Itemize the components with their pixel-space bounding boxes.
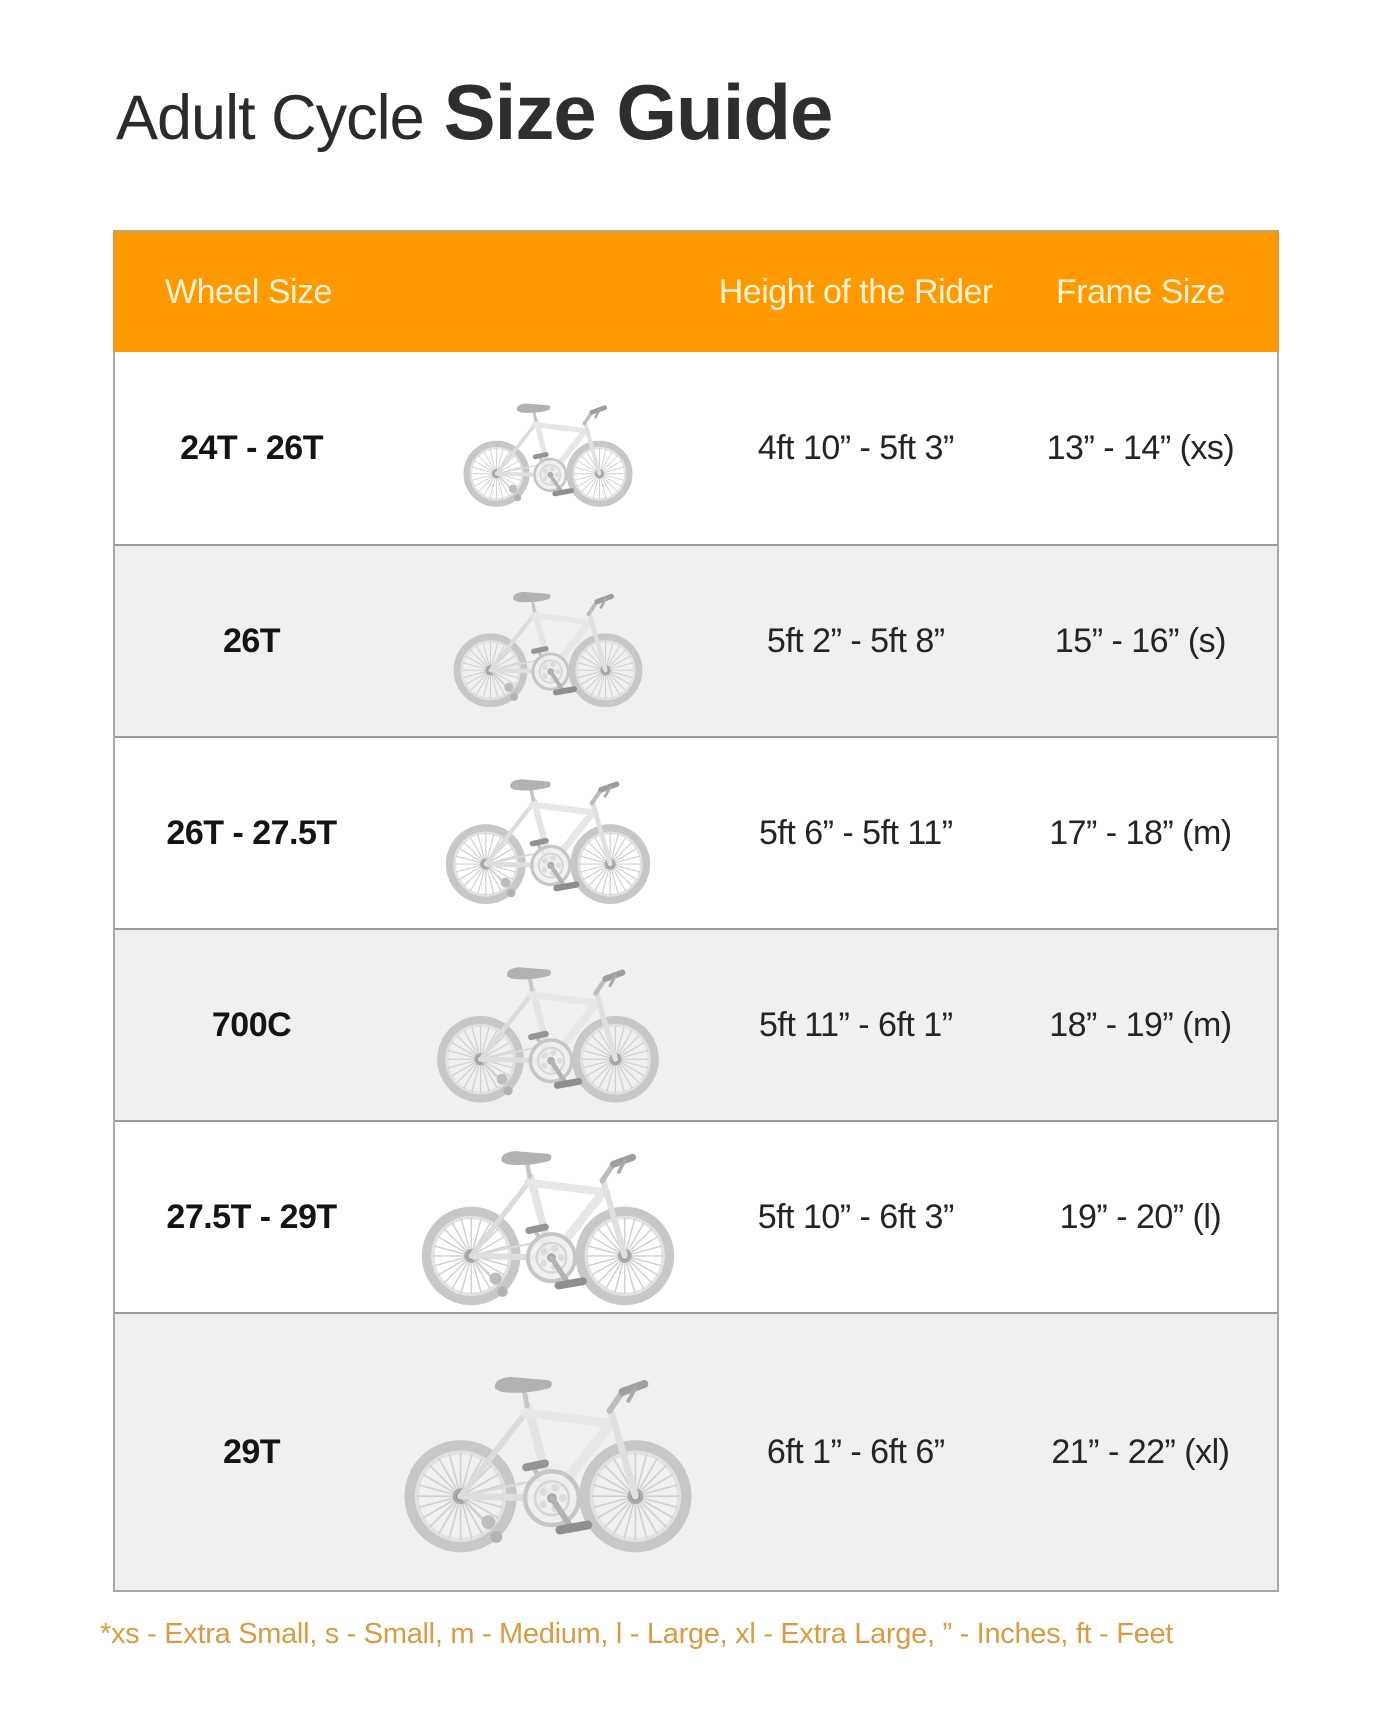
header-wheel-size: Wheel Size: [165, 272, 332, 311]
rider-height-cell: 5ft 11” - 6ft 1”: [758, 1005, 953, 1044]
rider-height-cell: 5ft 10” - 6ft 3”: [757, 1197, 954, 1236]
title-emphasis: Size Guide: [443, 68, 833, 157]
wheel-size-cell: 29T: [222, 1432, 281, 1471]
rider-height-cell: 6ft 1” - 6ft 6”: [766, 1432, 945, 1471]
wheel-size-cell: 24T - 26T: [180, 428, 323, 467]
rider-height-cell: 5ft 6” - 5ft 11”: [758, 813, 953, 852]
bicycle-icon: [460, 386, 636, 510]
bicycle-icon: [433, 944, 663, 1107]
bike-illustration-cell: [388, 386, 708, 510]
table-row: [115, 544, 1277, 736]
bike-illustration-cell: [388, 572, 708, 711]
wheel-size-cell: 26T: [222, 621, 281, 660]
frame-size-cell: 13” - 14” (xs): [1046, 428, 1235, 467]
header-rider-height: Height of the Rider: [718, 272, 993, 311]
frame-size-cell: 19” - 20” (l): [1059, 1197, 1222, 1236]
rider-height-cell: 5ft 2” - 5ft 8”: [766, 621, 945, 660]
bicycle-icon: [417, 1125, 679, 1310]
header-frame-size: Frame Size: [1056, 272, 1225, 311]
page-title: [116, 67, 832, 158]
table-header-row: [113, 230, 1279, 352]
table-body: [113, 352, 1279, 1592]
frame-size-cell: 21” - 22” (xl): [1051, 1432, 1230, 1471]
size-legend-footnote: *xs - Extra Small, s - Small, m - Medium, l - Large, xl - Extra Large, ” - Inches, ft - Feet: [100, 1618, 1174, 1650]
wheel-size-cell: 26T - 27.5T: [166, 813, 337, 852]
bicycle-icon: [442, 758, 654, 908]
bike-illustration-cell: [388, 1347, 708, 1558]
wheel-size-cell: 27.5T - 29T: [166, 1197, 337, 1236]
frame-size-cell: 18” - 19” (m): [1049, 1005, 1232, 1044]
frame-size-cell: 15” - 16” (s): [1054, 621, 1226, 660]
table-row: [115, 928, 1277, 1120]
bicycle-icon: [399, 1347, 697, 1558]
table-row: [115, 1120, 1277, 1312]
title-prefix: Adult Cycle: [116, 83, 424, 154]
table-row: [115, 1312, 1277, 1590]
table-row: [115, 736, 1277, 928]
bicycle-icon: [450, 572, 646, 711]
bike-illustration-cell: [388, 758, 708, 908]
bike-illustration-cell: [388, 1125, 708, 1310]
bike-illustration-cell: [388, 944, 708, 1107]
size-guide-table: [113, 230, 1279, 1592]
table-row: [115, 352, 1277, 544]
wheel-size-cell: 700C: [211, 1005, 292, 1044]
rider-height-cell: 4ft 10” - 5ft 3”: [757, 428, 954, 467]
frame-size-cell: 17” - 18” (m): [1049, 813, 1232, 852]
